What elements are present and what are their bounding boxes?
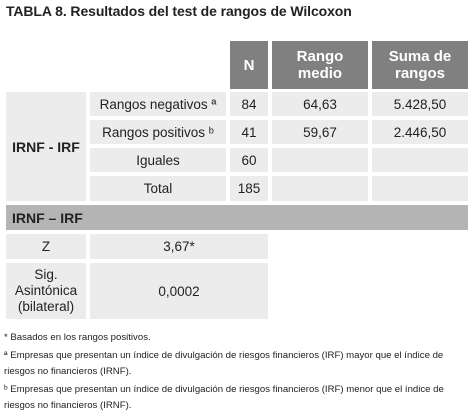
footnote: ª Empresas que presentan un índice de divulgación de riesgos financieros (IRF) mayor que el índice de (4, 350, 444, 361)
header-suma-rangos-text: Suma de rangos (388, 48, 452, 82)
row-n: 41 (230, 120, 268, 144)
row-rango-medio (272, 176, 368, 201)
row-rango-medio: 59,67 (272, 120, 368, 144)
header-n: N (230, 41, 268, 89)
row-label-iguales: Iguales (90, 148, 226, 172)
row-n: 84 (230, 92, 268, 116)
header-suma-rangos (372, 41, 468, 89)
stat-label-sig-text: Sig. Asintónica (bilateral) (14, 267, 78, 314)
row-suma-rangos (372, 176, 468, 201)
row-suma-rangos (372, 148, 468, 172)
table-title: TABLA 8. Resultados del test de rangos de Wilcoxon (6, 3, 352, 19)
header-rango-medio (272, 41, 368, 89)
footnote: riesgos no financieros (IRNF). (4, 400, 132, 411)
group-label: IRNF - IRF (6, 92, 86, 201)
stat-label-sig (6, 263, 86, 319)
stats-header: IRNF – IRF (6, 205, 468, 230)
row-label-rangos-negativos: Rangos negativos ª (90, 92, 226, 116)
row-label-rangos-positivos: Rangos positivos ᵇ (90, 120, 226, 144)
row-n: 185 (230, 176, 268, 201)
footnote: riesgos no financieros (IRNF). (4, 366, 132, 377)
footnote: ᵇ Empresas que presentan un índice de divulgación de riesgos financieros (IRF) menor que el índice de (4, 384, 444, 395)
row-suma-rangos: 2.446,50 (372, 120, 468, 144)
header-rango-medio-text: Rango medio (296, 48, 344, 82)
row-rango-medio: 64,63 (272, 92, 368, 116)
footnote: * Basados en los rangos positivos. (4, 332, 151, 343)
stat-value-z: 3,67* (90, 234, 268, 259)
row-rango-medio (272, 148, 368, 172)
row-n: 60 (230, 148, 268, 172)
stat-value-sig: 0,0002 (90, 263, 268, 319)
row-suma-rangos: 5.428,50 (372, 92, 468, 116)
stat-label-z: Z (6, 234, 86, 259)
row-label-total: Total (90, 176, 226, 201)
